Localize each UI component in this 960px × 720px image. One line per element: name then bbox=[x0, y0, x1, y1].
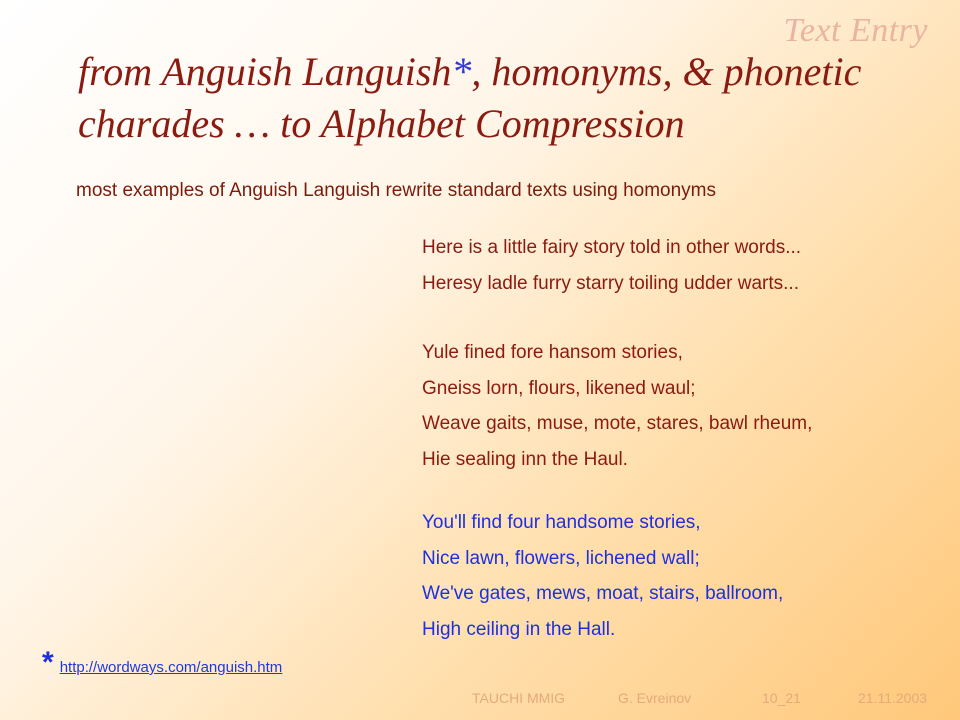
subtitle: most examples of Anguish Languish rewrite standard texts using homonyms bbox=[76, 180, 716, 201]
intro-line: Heresy ladle furry starry toiling udder warts... bbox=[422, 272, 799, 294]
intro-block bbox=[422, 230, 801, 301]
title-part-2: , homonyms, & phonetic charades … to Alphabet Compression bbox=[78, 49, 862, 146]
section-title: Text Entry bbox=[783, 12, 928, 49]
poem-line: Weave gaits, muse, mote, stares, bawl rheum, bbox=[422, 413, 813, 434]
translation-line: High ceiling in the Hall. bbox=[422, 618, 616, 640]
footer-page-number: 10_21 bbox=[762, 690, 801, 706]
poem-line: Yule fined fore hansom stories, bbox=[422, 342, 683, 363]
translation-block bbox=[422, 505, 783, 647]
footer-author: G. Evreinov bbox=[618, 690, 692, 706]
translation-line: We've gates, mews, moat, stairs, ballroom, bbox=[422, 583, 784, 604]
slide-title bbox=[78, 46, 898, 150]
translation-line: Nice lawn, flowers, lichened wall; bbox=[422, 547, 700, 569]
title-part-1: from Anguish Languish bbox=[78, 49, 452, 94]
intro-line: Here is a little fairy story told in other words... bbox=[422, 237, 802, 258]
footer-organization: TAUCHI MMIG bbox=[472, 690, 566, 706]
poem-line: Gneiss lorn, flours, likened waul; bbox=[422, 377, 696, 399]
footnote-marker: * bbox=[42, 646, 54, 679]
footnote bbox=[42, 648, 282, 678]
poem-block bbox=[422, 335, 812, 477]
poem-line: Hie sealing inn the Haul. bbox=[422, 448, 628, 470]
title-footnote-marker: * bbox=[451, 49, 472, 94]
translation-line: You'll find four handsome stories, bbox=[422, 512, 701, 533]
footnote-link[interactable]: http://wordways.com/anguish.htm bbox=[59, 659, 283, 676]
footer-date: 21.11.2003 bbox=[858, 690, 928, 706]
